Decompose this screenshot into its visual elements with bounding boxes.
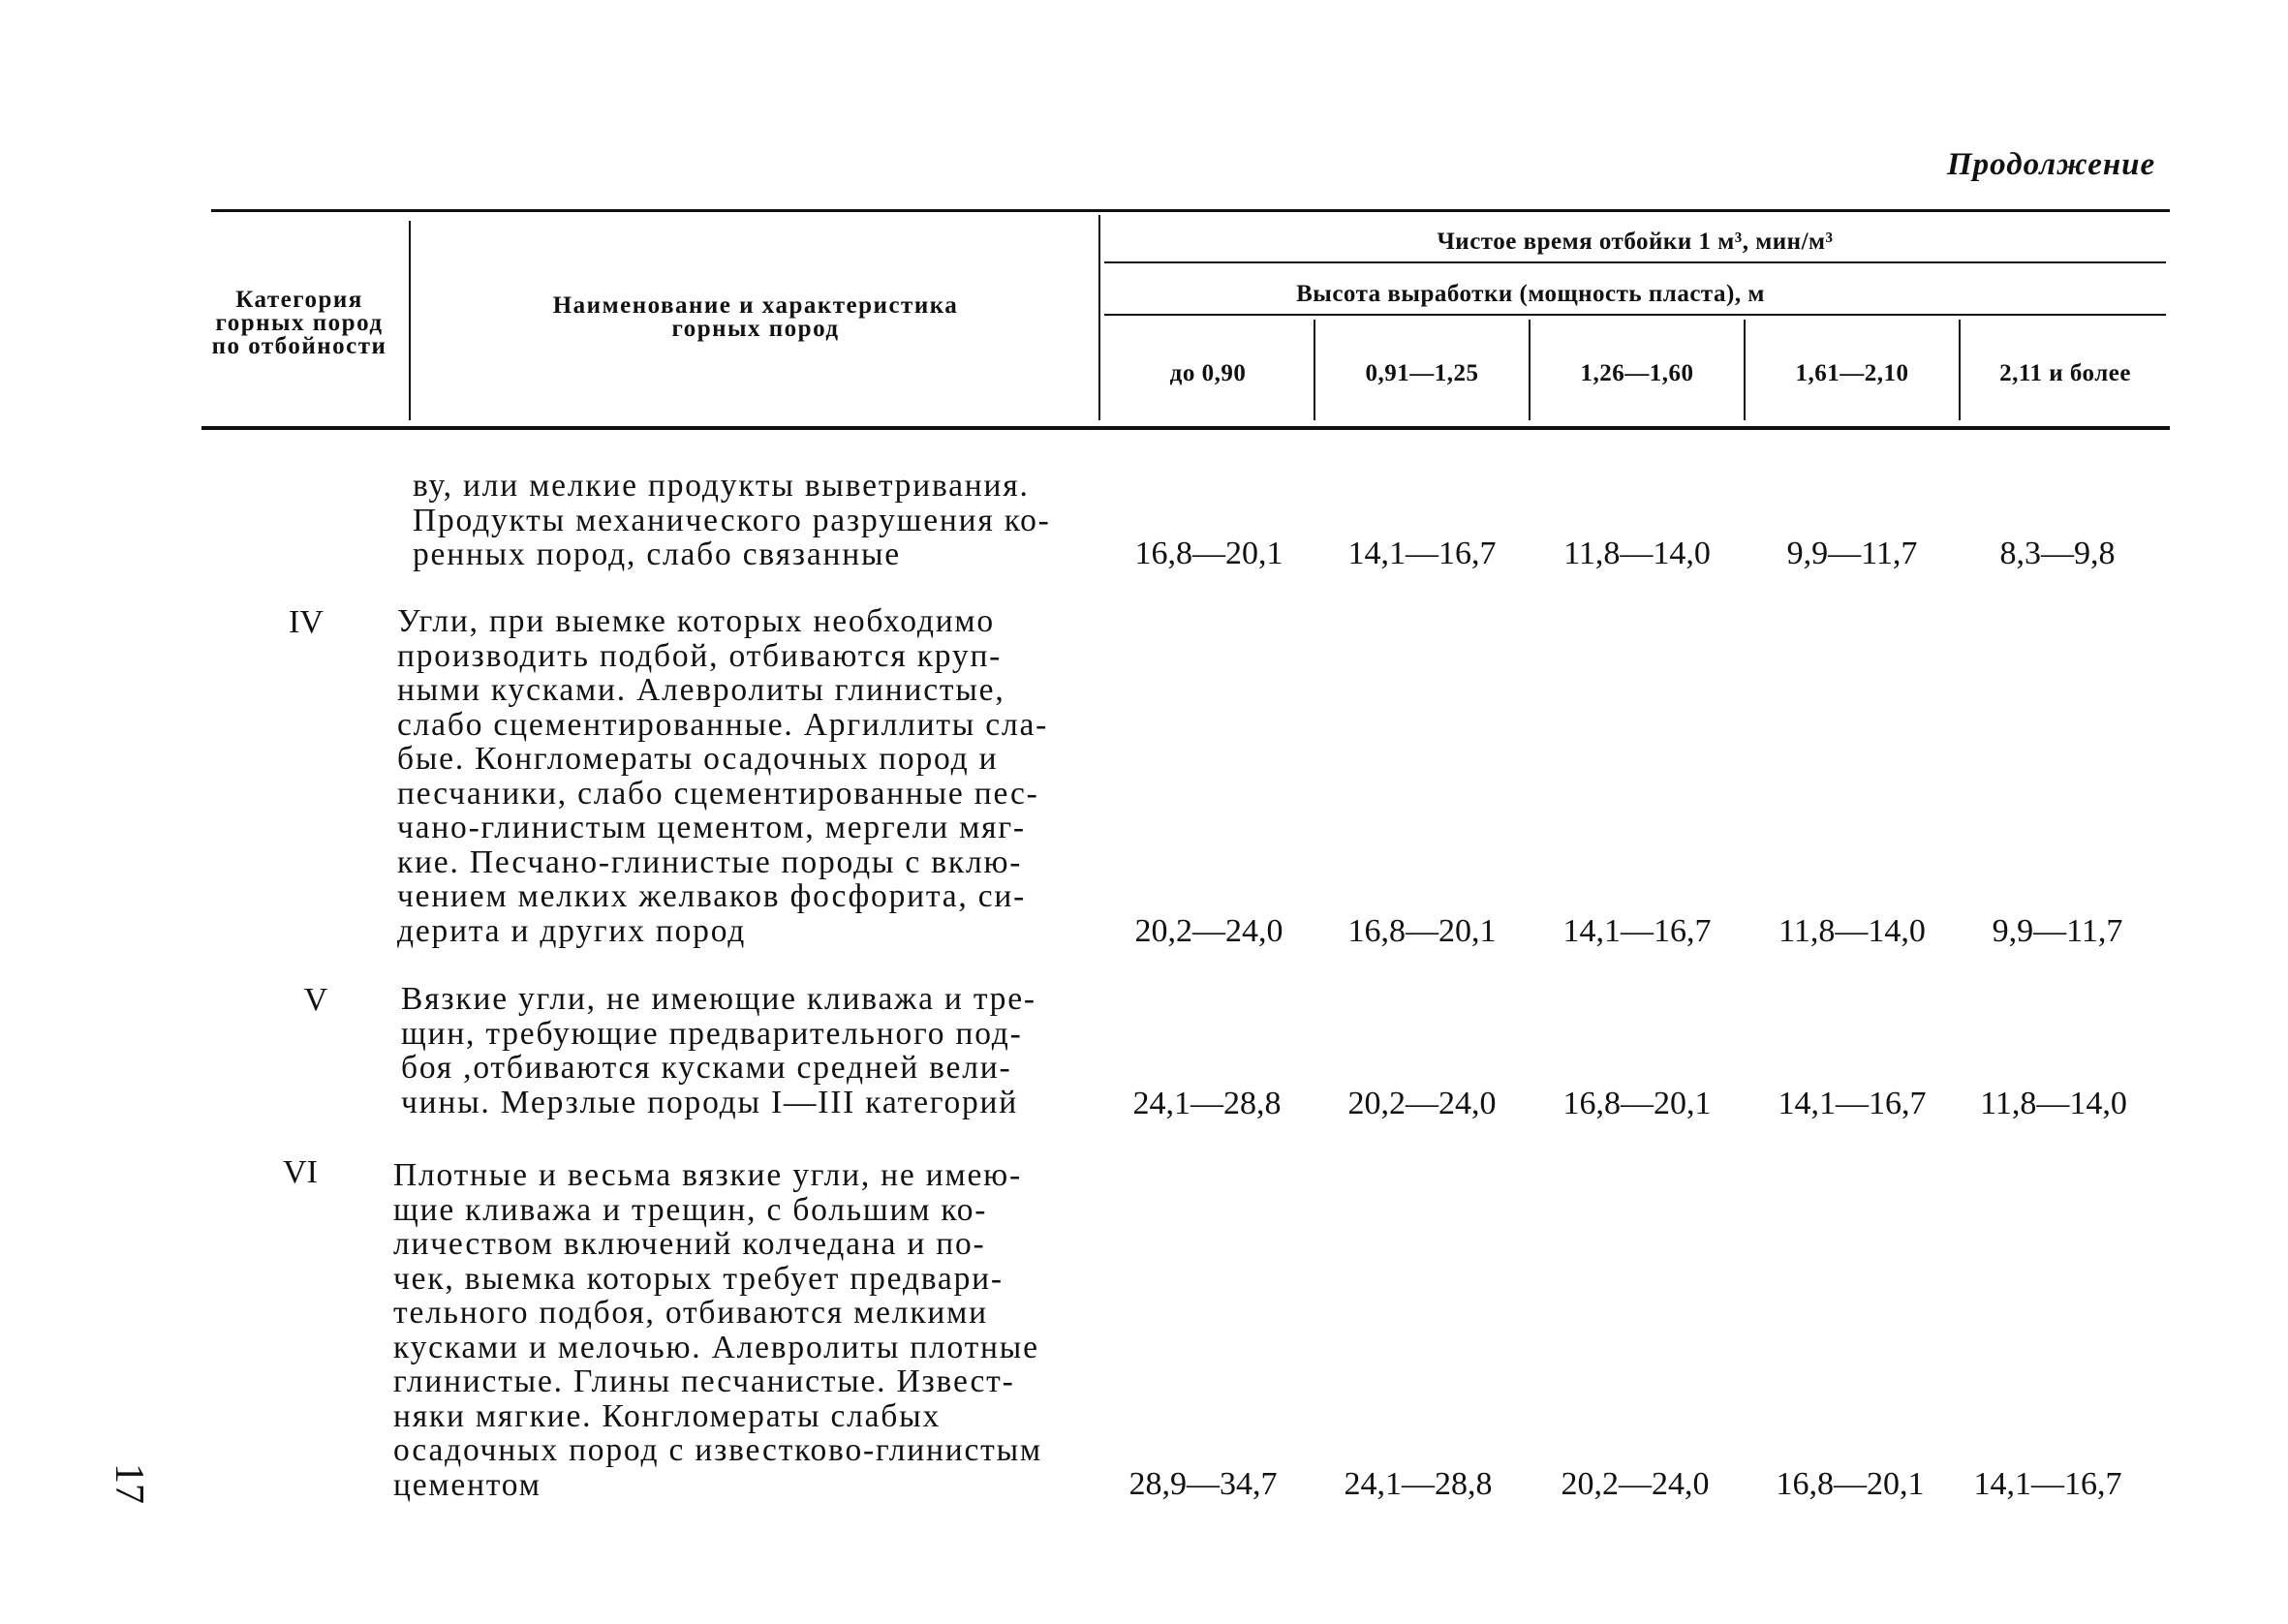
- header-top-rule: [211, 209, 2170, 212]
- header-divider-2: [1098, 215, 1100, 420]
- row-category: VI: [283, 1154, 318, 1190]
- row-value: 11,8—14,0: [1778, 913, 1926, 949]
- text-line: осадочных пород с известково-глинистым: [393, 1432, 1042, 1468]
- text-line: ву, или мелкие продукты выветривания.: [413, 468, 1030, 504]
- row-value: 20,2—24,0: [1347, 1086, 1497, 1121]
- text-line: производить подбой, отбиваются круп-: [397, 637, 1003, 674]
- row-value: 16,8—20,1: [1776, 1466, 1925, 1502]
- row-description: [413, 469, 1100, 572]
- row-value: 14,1—16,7: [1562, 913, 1712, 949]
- height-range-2: 0,91—1,25: [1365, 360, 1479, 386]
- height-group-rule: [1104, 314, 2166, 316]
- header-category: Категория горных пород по отбойности: [211, 287, 387, 359]
- text-line: слабо сцементированные. Аргиллиты сла-: [397, 706, 1049, 743]
- row-value: 14,1—16,7: [1347, 536, 1497, 571]
- row-value: 24,1—28,8: [1132, 1086, 1282, 1121]
- text-line: няки мягкие. Конгломераты слабых: [393, 1397, 942, 1434]
- header-name: Наименование и характеристика горных пород: [552, 292, 959, 342]
- text-line: Вязкие угли, не имеющие кливажа и тре-: [401, 981, 1036, 1017]
- row-value: 20,2—24,0: [1134, 913, 1283, 949]
- text-line: кусками и мелочью. Алевролиты плотные: [393, 1329, 1039, 1365]
- header-bottom-rule: [201, 426, 2170, 430]
- row-value: 16,8—20,1: [1134, 536, 1283, 571]
- text-line: личеством включений колчедана и по-: [393, 1226, 986, 1262]
- text-line: Продукты механического разрушения ко-: [413, 502, 1051, 538]
- text-line: цементом: [393, 1466, 541, 1503]
- text-line: щие кливажа и трещин, с большим ко-: [393, 1191, 988, 1228]
- row-value: 11,8—14,0: [1563, 536, 1711, 571]
- text-line: бые. Конгломераты осадочных пород и: [397, 741, 999, 777]
- text-line: чано-глинистым цементом, мергели мяг-: [397, 810, 1026, 845]
- row-value: 11,8—14,0: [1980, 1086, 2127, 1121]
- row-value: 14,1—16,7: [1973, 1466, 2122, 1502]
- row-value: 14,1—16,7: [1778, 1086, 1927, 1121]
- text-line: кие. Песчано-глинистые породы с вклю-: [397, 843, 1023, 880]
- text-line: боя ,отбиваются кусками средней вели-: [401, 1050, 1012, 1086]
- row-value: 20,2—24,0: [1561, 1466, 1710, 1502]
- height-range-1: до 0,90: [1169, 360, 1247, 386]
- row-category: V: [303, 982, 328, 1018]
- text-line: чек, выемка которых требует предвари-: [393, 1260, 1004, 1297]
- row-value: 9,9—11,7: [1992, 913, 2123, 949]
- text-line: ренных пород, слабо связанные: [413, 536, 901, 572]
- text-line: дерита и других пород: [397, 912, 747, 949]
- text-line: щин, требующие предварительного под-: [401, 1015, 1023, 1052]
- text-line: Плотные и весьма вязкие угли, не имею-: [393, 1157, 1022, 1193]
- row-category: IV: [289, 604, 324, 640]
- row-value: 16,8—20,1: [1562, 1086, 1712, 1121]
- text-line: песчаники, слабо сцементированные пес-: [397, 775, 1039, 812]
- text-line: чины. Мерзлые породы I—III категорий: [401, 1084, 1019, 1120]
- header-divider-1: [409, 221, 411, 420]
- height-range-5: 2,11 и более: [1999, 360, 2131, 386]
- row-value: 9,9—11,7: [1786, 536, 1918, 571]
- row-description: [397, 604, 1100, 948]
- row-value: 8,3—9,8: [1999, 536, 2116, 571]
- continuation-label: Продолжение: [1947, 147, 2156, 182]
- row-description: [393, 1158, 1095, 1502]
- header-height-group: Высота выработки (мощность пласта), м: [1296, 281, 1765, 307]
- text-line: чением мелких желваков фосфорита, си-: [397, 878, 1027, 914]
- row-value: 24,1—28,8: [1344, 1466, 1493, 1502]
- time-group-rule: [1104, 261, 2166, 263]
- header-time-group: Чистое время отбойки 1 м³, мин/м³: [1437, 229, 1834, 255]
- row-value: 28,9—34,7: [1129, 1466, 1278, 1502]
- page-number: 17: [107, 1463, 151, 1504]
- text-line: глинистые. Глины песчанистые. Извест-: [393, 1364, 1015, 1399]
- text-line: Угли, при выемке которых необходимо: [397, 603, 995, 639]
- height-range-3: 1,26—1,60: [1580, 360, 1694, 386]
- height-range-4: 1,61—2,10: [1795, 360, 1909, 386]
- row-value: 16,8—20,1: [1347, 913, 1497, 949]
- row-description: [401, 982, 1100, 1119]
- text-line: ными кусками. Алевролиты глинистые,: [397, 672, 1005, 708]
- text-line: тельного подбоя, отбиваются мелкими: [393, 1295, 988, 1331]
